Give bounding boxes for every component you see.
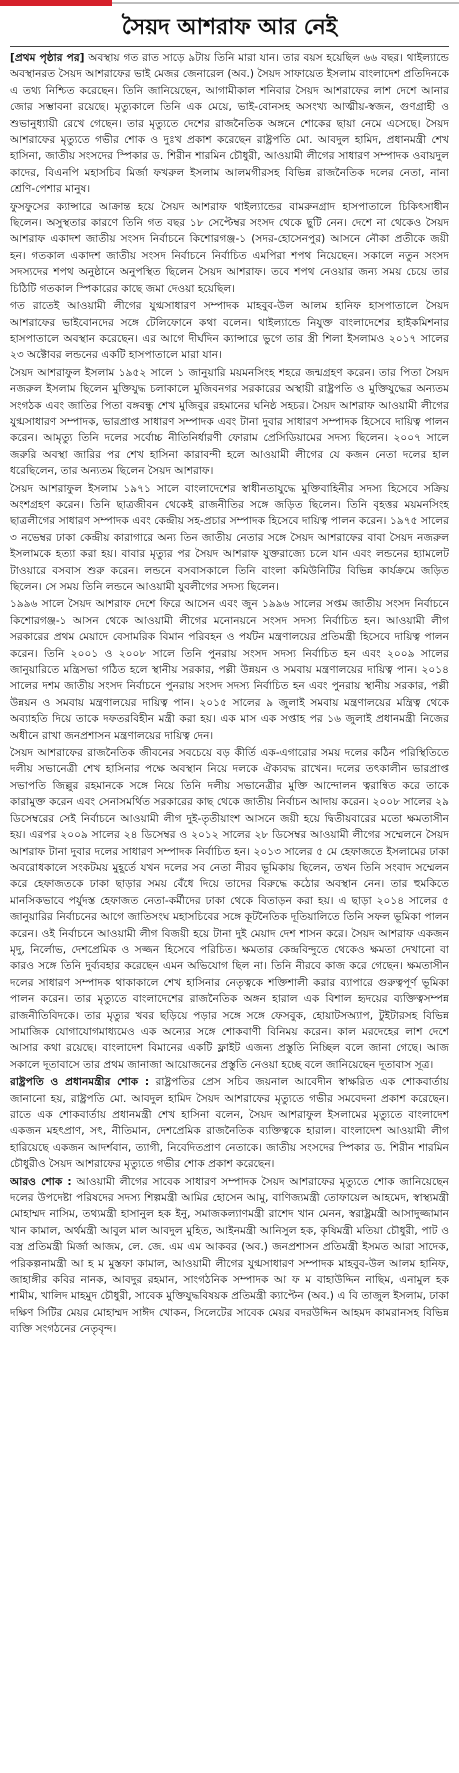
paragraph-8 <box>10 1074 449 1172</box>
paragraph-text: অবস্থায় গত রাত সাড়ে ৯টায় তিনি মারা যান। তার বয়স হয়েছিল ৬৬ বছর। থাইল্যান্ডে অবস্থানরত সৈয়দ আশরাফের ভাই মেজর জেনারেল (অব.) সৈয়দ সাফায়েত ইসলাম বাংলাদেশ প্রতিদিনকে এ তথ্য নিশ্চিত করেছেন। তিনি জানিয়েছেন, আগামীকাল শনিবার সৈয়দ আশরাফের লাশ দেশে আনার জোর সম্ভাবনা রয়েছে। মৃত্যুকালে তিনি এক মেয়ে, ভাই-বোনসহ অসংখ্য আত্মীয়-স্বজন, গুণগ্রাহী ও শুভানুধ্যায়ী রেখে গেছেন। তার মৃত্যুতে দেশের রাজনৈতিক অঙ্গনে শোকের ছায়া নেমে এসেছে। সৈয়দ আশরাফের মৃত্যুতে গভীর শোক ও দুঃখ প্রকাশ করেছেন রাষ্ট্রপতি মো. আবদুল হামিদ, প্রধানমন্ত্রী শেখ হাসিনা, জাতীয় সংসদের স্পিকার ড. শিরীন শারমিন চৌধুরী, আওয়ামী লীগের সাধারণ সম্পাদক ওবায়দুল কাদের, বিএনপি মহাসচিব মির্জা ফখরুল ইসলাম আলমগীরসহ বিভিন্ন রাজনৈতিক দলের নেতা, নানা শ্রেণি-পেশার মানুষ। <box>10 52 449 196</box>
headline-divider <box>10 46 449 47</box>
paragraph-text: সৈয়দ আশরাফুল ইসলাম ১৯৫২ সালে ১ জানুয়ারি ময়মনসিংহ শহরে জন্মগ্রহণ করেন। তার পিতা সৈয়দ নজরুল ইসলাম ছিলেন মুক্তিযুদ্ধ চলাকালে মুজিবনগর সরকারের অস্থায়ী রাষ্ট্রপতি ও মুক্তিযুদ্ধের অন্যতম সংগঠক এবং জাতির পিতা বঙ্গবন্ধু শেখ মুজিবুর রহমানের ঘনিষ্ঠ সহচর। সৈয়দ আশরাফ আওয়ামী লীগের যুগ্মসাধারণ সম্পাদক, ভারপ্রাপ্ত সাধারণ সম্পাদক এবং টানা দুবার সাধারণ সম্পাদক হিসেবে দায়িত্ব পালন করেন। আমৃত্যু তিনি দলের সর্বোচ্চ নীতিনির্ধারণী ফোরাম প্রেসিডিয়ামের সদস্য ছিলেন। ২০০৭ সালে জরুরি অবস্থা জারির পর শেখ হাসিনা কারাবন্দী হলে আওয়ামী লীগের যে কজন নেতা দলের হাল ধরেছিলেন, তার অন্যতম ছিলেন সৈয়দ আশরাফ। <box>10 366 449 478</box>
red-accent <box>0 0 112 6</box>
paragraph-text: সৈয়দ আশরাফুল ইসলাম ১৯৭১ সালে বাংলাদেশের স্বাধীনতাযুদ্ধে মুক্তিবাহিনীর সদস্য হিসেবে সক্রিয় অংশগ্রহণ করেন। তিনি ছাত্রজীবন থেকেই রাজনীতির সঙ্গে জড়িত ছিলেন। তিনি বৃহত্তর ময়মনসিংহ ছাত্রলীগের সাধারণ সম্পাদক এবং কেন্দ্রীয় সহ-প্রচার সম্পাদক হিসেবে দায়িত্ব পালন করেন। ১৯৭৫ সালের ৩ নভেম্বর ঢাকা কেন্দ্রীয় কারাগারে অন্য তিন জাতীয় নেতার সঙ্গে সৈয়দ আশরাফের বাবা সৈয়দ নজরুল ইসলামকে হত্যা করা হয়। বাবার মৃত্যুর পর সৈয়দ আশরাফ যুক্তরাজ্যে চলে যান এবং লন্ডনের হ্যামলেট টাওয়ারে বসবাস শুরু করেন। লন্ডনে বসবাসকালে তিনি বাংলা কমিউনিটির বিভিন্ন কার্যক্রমে জড়িত ছিলেন। সে সময় তিনি লন্ডনে আওয়ামী যুবলীগের সদস্য ছিলেন। <box>10 482 449 593</box>
paragraph-text: ফুসফুসের ক্যান্সারে আক্রান্ত হয়ে সৈয়দ আশরাফ থাইল্যান্ডের বামরুনগ্রাদ হাসপাতালে চিকিৎসাধীন ছিলেন। অসুস্থতার কারণে তিনি গত বছর ১৮ সেপ্টেম্বর সংসদ থেকে ছুটি নেন। দেশে না থেকেও সৈয়দ আশরাফ একাদশ জাতীয় সংসদ নির্বাচনে কিশোরগঞ্জ-১ (সদর-হোসেনপুর) আসনে নৌকা প্রতীকে জয়ী হন। গতকাল একাদশ জাতীয় সংসদ নির্বাচনে নির্বাচিত এমপিরা শপথ নিয়েছেন। সকালে নতুন সংসদ সদস্যদের শপথ অনুষ্ঠানে অনুপস্থিত ছিলেন সৈয়দ আশরাফ। তবে শপথ নেওয়ার জন্য সময় চেয়ে তার চিঠিটি গতকাল স্পিকারের কাছে জমা দেওয়া হয়েছিল। <box>10 200 449 295</box>
headline: সৈয়দ আশরাফ আর নেই <box>121 14 338 40</box>
paragraph-6 <box>10 596 449 744</box>
paragraph-text: ১৯৯৬ সালে সৈয়দ আশরাফ দেশে ফিরে আসেন এবং জুন ১৯৯৬ সালের সপ্তম জাতীয় সংসদ নির্বাচনে কিশোরগঞ্জ-১ আসন থেকে আওয়ামী লীগের মনোনয়নে সংসদ সদস্য নির্বাচিত হন। আওয়ামী লীগ সরকারের প্রথম মেয়াদে বেসামরিক বিমান পরিবহন ও পর্যটন মন্ত্রণালয়ের প্রতিমন্ত্রী হিসেবে দায়িত্ব পালন করেন। তিনি ২০০১ ও ২০০৮ সালে তিনি পুনরায় সংসদ সদস্য নির্বাচিত হন এবং ২০০৯ সালের জানুয়ারিতে মন্ত্রিসভা গঠিত হলে স্থানীয় সরকার, পল্লী উন্নয়ন ও সমবায় মন্ত্রণালয়ের দায়িত্ব পান। ২০১৪ সালের দশম জাতীয় সংসদ নির্বাচনে পুনরায় সংসদ সদস্য নির্বাচিত হন এবং পুনরায় স্থানীয় সরকার, পল্লী উন্নয়ন ও সমবায় মন্ত্রণালয়ের দায়িত্ব পান। ২০১৫ সালের ৯ জুলাই সমবায় মন্ত্রণালয়ের মন্ত্রিত্ব থেকে অব্যাহতি দিয়ে তাকে দফতরবিহীন মন্ত্রী করা হয়। এক মাস এক সপ্তাহ পর ১৬ জুলাই প্রধানমন্ত্রী নিজের অধীনে রাখা জনপ্রশাসন মন্ত্রণালয়ের দায়িত্ব দেন। <box>10 598 449 742</box>
subheading-president-pm-condolence: রাষ্ট্রপতি ও প্রধানমন্ত্রীর শোক : <box>10 1076 150 1089</box>
subheading-more-condolence: আরও শোক : <box>10 1175 72 1188</box>
paragraph-4 <box>10 365 449 480</box>
paragraph-7 <box>10 745 449 1073</box>
paragraph-1 <box>10 50 449 198</box>
paragraph-text: রাষ্ট্রপতির প্রেস সচিব জয়নাল আবেদীন স্বাক্ষরিত এক শোকবার্তায় জানানো হয়, রাষ্ট্রপতি মো. আবদুল হামিদ সৈয়দ আশরাফের মৃত্যুতে গভীর সমবেদনা প্রকাশ করেছেন। রাতে এক শোকবার্তায় প্রধানমন্ত্রী শেখ হাসিনা বলেন, সৈয়দ আশরাফুল ইসলামের মৃত্যুতে বাংলাদেশ একজন মহৎপ্রাণ, সৎ, নীতিমান, দেশপ্রেমিক রাজনৈতিক ব্যক্তিত্বকে হারাল। বাংলাদেশ আওয়ামী লীগ হারিয়েছে একজন আদর্শবান, ত্যাগী, নিবেদিতপ্রাণ নেতাকে। জাতীয় সংসদের স্পিকার ড. শিরীন শারমিন চৌধুরীও সৈয়দ আশরাফের মৃত্যুতে গভীর শোক প্রকাশ করেছেন। <box>10 1076 449 1171</box>
article-body <box>10 50 449 1769</box>
top-accent-bar <box>0 0 459 6</box>
grey-rule <box>112 2 459 4</box>
paragraph-2 <box>10 199 449 297</box>
paragraph-text: গত রাতেই আওয়ামী লীগের যুগ্মসাধারণ সম্পাদক মাহবুব-উল আলম হানিফ হাসপাতালে সৈয়দ আশরাফের ভাইবোনদের সঙ্গে টেলিফোনে কথা বলেন। থাইল্যান্ডে নিযুক্ত বাংলাদেশের হাইকমিশনার হাসপাতালে অবস্থান করেছেন। এর আগে দীর্ঘদিন ক্যান্সারে ভুগে তার স্ত্রী শিলা ইসলামও ২০১৭ সালের ২৩ অক্টোবর লন্ডনের একটি হাসপাতালে মারা যান। <box>10 300 449 362</box>
paragraph-3 <box>10 298 449 364</box>
paragraph-9 <box>10 1174 449 1338</box>
paragraph-text: আওয়ামী লীগের সাবেক সাধারণ সম্পাদক সৈয়দ আশরাফের মৃত্যুতে শোক জানিয়েছেন দলের উপদেষ্টা পরিষদের সদস্য শিল্পমন্ত্রী আমির হোসেন আমু, বাণিজ্যমন্ত্রী তোফায়েল আহমেদ, স্বাস্থ্যমন্ত্রী মোহাম্মদ নাসিম, তথ্যমন্ত্রী হাসানুল হক ইনু, সমাজকল্যাণমন্ত্রী রাশেদ খান মেনন, স্বরাষ্ট্রমন্ত্রী আসাদুজ্জামান খান কামাল, অর্থমন্ত্রী আবুল মাল আবদুল মুহিত, আইনমন্ত্রী আনিসুল হক, কৃষিমন্ত্রী মতিয়া চৌধুরী, পাট ও বস্ত্র প্রতিমন্ত্রী মির্জা আজম, লে. জে. এম এম আকবর (অব.) জনপ্রশাসন প্রতিমন্ত্রী ইসমত আরা সাদেক, পরিকল্পনামন্ত্রী আ হ ম মুস্তফা কামাল, আওয়ামী লীগের যুগ্মসাধারণ সম্পাদক মাহবুব-উল আলম হানিফ, জাহাঙ্গীর কবির নানক, আবদুর রহমান, সাংগঠনিক সম্পাদক আ ফ ম বাহাউদ্দিন নাছিম, এনামুল হক শামীম, খালিদ মাহমুদ চৌধুরী, সাবেক মুক্তিযুদ্ধবিষয়ক প্রতিমন্ত্রী ক্যাপ্টেন (অব.) এ বি তাজুল ইসলাম, ঢাকা দক্ষিণ সিটির মেয়র মোহাম্মদ সাঈদ খোকন, সিলেটের সাবেক মেয়র বদরউদ্দিন আহমদ কামরানসহ বিভিন্ন ব্যক্তি সংগঠনের নেতৃবৃন্দ। <box>10 1175 449 1336</box>
paragraph-text: সৈয়দ আশরাফের রাজনৈতিক জীবনের সবচেয়ে বড় কীর্তি এক-এগারোর সময় দলের কঠিন পরিস্থিতিতে দলীয় সভানেত্রী শেখ হাসিনার পক্ষে অবস্থান নিয়ে দলকে ঐক্যবদ্ধ রাখেন। দলের তৎকালীন ভারপ্রাপ্ত সভাপতি জিল্লুর রহমানকে সঙ্গে নিয়ে তিনি দলীয় সভানেত্রীর মুক্তি আন্দোলন ত্বরান্বিত করে তাকে কারামুক্ত করেন এবং সেনাসমর্থিত সরকারের কাছ থেকে জাতীয় নির্বাচন আদায় করেন। ২০০৮ সালের ২৯ ডিসেম্বরের সেই নির্বাচনে আওয়ামী লীগ দুই-তৃতীয়াংশ আসনে জয়ী হয়ে দ্বিতীয়বারের মতো ক্ষমতাসীন হয়। এরপর ২০০৯ সালের ২৪ ডিসেম্বর ও ২০১২ সালের ২৮ ডিসেম্বর আওয়ামী লীগের সম্মেলনে সৈয়দ আশরাফ টানা দুবার দলের সাধারণ সম্পাদক নির্বাচিত হন। ২০১৩ সালের ৫ মে হেফাজতে ইসলামের ঢাকা অবরোধকালে সংকটময় মুহূর্তে যখন দলের সব নেতা নীরব ভূমিকায় ছিলেন, তখন তিনি সংবাদ সম্মেলন করে হেফাজতকে ঢাকা ছাড়ার সময় বেঁধে দিয়ে তাদের বিরুদ্ধে কঠোর অবস্থান নেন। তার হুমকিতে মানসিকভাবে পর্যুদস্ত হেফাজত নেতা-কর্মীদের ঢাকা থেকে বিতাড়ন করা হয়। এ ছাড়া ২০১৪ সালের ৫ জানুয়ারির নির্বাচনের আগে জাতিসংঘ মহাসচিবের সঙ্গে কূটনৈতিক দূতিয়ালিতে তিনি সফল ভূমিকা পালন করেন। ওই নির্বাচনে আওয়ামী লীগ বিজয়ী হয়ে টানা দুই মেয়াদ দেশ শাসন করে। সৈয়দ আশরাফ একজন মৃদু, নির্লোভ, দেশপ্রেমিক ও সজ্জন হিসেবে পরিচিত। ক্ষমতার কেন্দ্রবিন্দুতে থেকেও ক্ষমতা দেখানো বা কারও সঙ্গে তিনি দুর্ব্যবহার করেছেন এমন অভিযোগ ছিল না। তিনি নীরবে কাজ করে গেছেন। ক্ষমতাসীন দলের সাধারণ সম্পাদক থাকাকালে শেখ হাসিনার নেতৃত্বকে শক্তিশালী করার ব্যাপারে গুরুত্বপূর্ণ ভূমিকা পালন করেন। তার মৃত্যুতে বাংলাদেশের রাজনৈতিক অঙ্গন হারাল এক বিশাল হৃদয়ের ব্যক্তিত্বসম্পন্ন রাজনীতিবিদকে। তার মৃত্যুর খবর ছড়িয়ে পড়ার সঙ্গে সঙ্গে ফেসবুক, হোয়াটসঅ্যাপ, টুইটারসহ বিভিন্ন সামাজিক যোগাযোগমাধ্যমেও এক অন্যের সঙ্গে শোকবাণী বিনিময় করেন। কাল মরদেহের লাশ দেশে আসার কথা রয়েছে। বাংলাদেশ বিমানের একটি ফ্লাইট এজন্য প্রস্তুতি নিচ্ছিল বলে জানা গেছে। আজ সকালে দূতাবাসে তার প্রথম জানাজা আয়োজনের প্রস্তুতি নেওয়া হচ্ছে বলে জানিয়েছেন দূতাবাস সূত্র। <box>10 747 449 1071</box>
continuation-marker: [প্রথম পৃষ্ঠার পর] <box>10 52 85 64</box>
paragraph-5 <box>10 481 449 596</box>
